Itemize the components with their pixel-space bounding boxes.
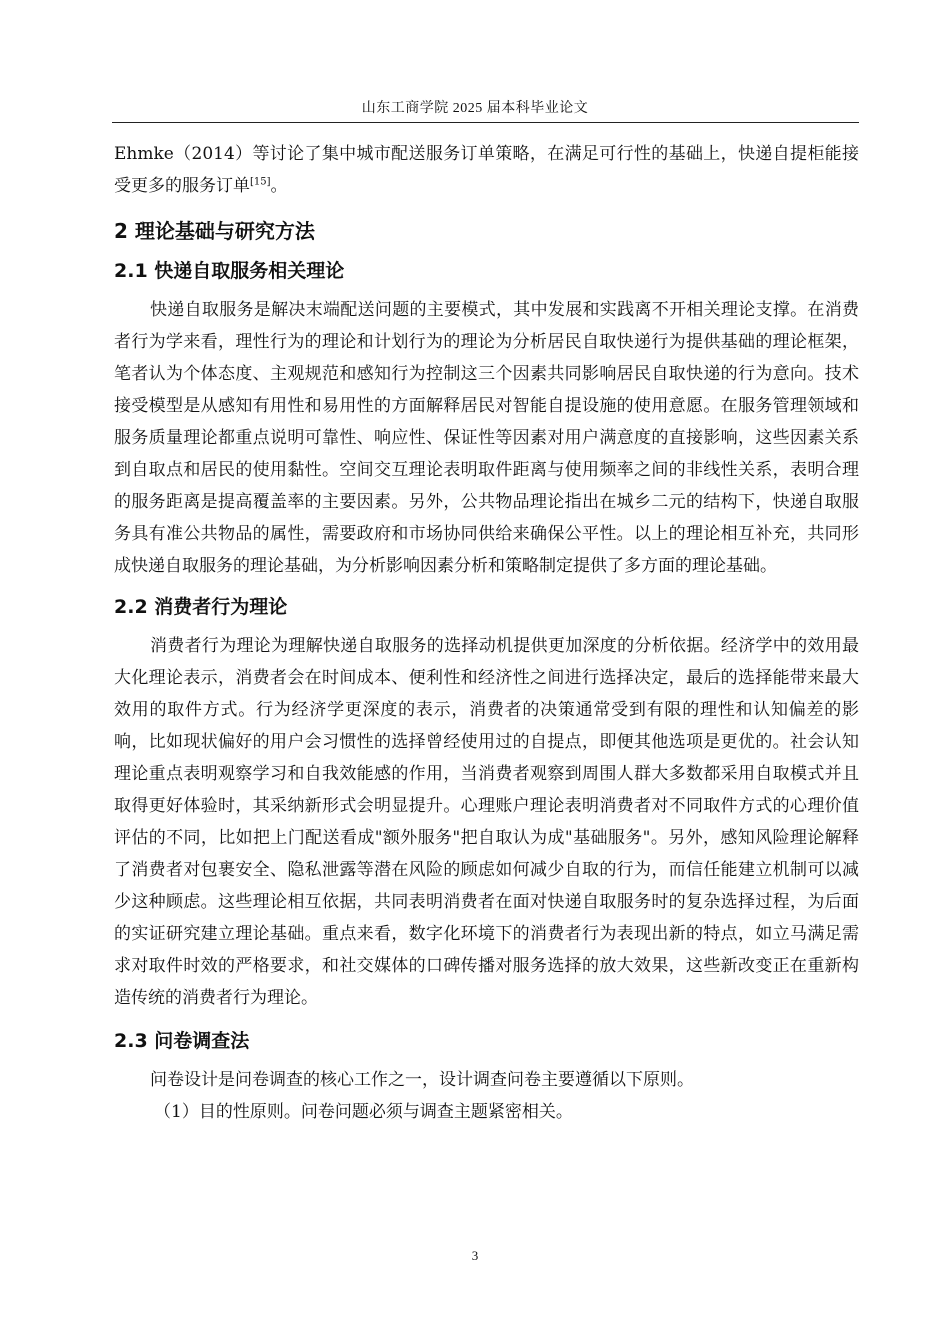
intro-text: Ehmke（2014）等讨论了集中城市配送服务订单策略，在满足可行性的基础上，快递自提柜能接受更多的服务订单 (114, 144, 859, 196)
section-2-3-paragraph-1: 问卷设计是问卷调查的核心工作之一，设计调查问卷主要遵循以下原则。 (150, 1070, 694, 1090)
section-2-1-paragraph: 快递自取服务是解决末端配送问题的主要模式，其中发展和实践离不开相关理论支撑。在消费者行为学来看，理性行为的理论和计划行为的理论为分析居民自取快递行为提供基础的理论框架，笔者认为个体态度、主观规范和感知行为控制这三个因素共同影响居民自取快递的行为意向。技术接受模型是从感知有用性和易用性的方面解释居民对智能自提设施的使用意愿。在服务管理领域和服务质量理论都重点说明可靠性、响应性、保证性等因素对用户满意度的直接影响，这些因素关系到自取点和居民的使用黏性。空间交互理论表明取件距离与使用频率之间的非线性关系，表明合理的服务距离是提高覆盖率的主要因素。另外，公共物品理论指出在城乡二元的结构下，快递自取服务具有准公共物品的属性，需要政府和市场协同供给来确保公平性。以上的理论相互补充，共同形成快递自取服务的理论基础，为分析影响因素分析和策略制定提供了多方面的理论基础。 (114, 300, 859, 576)
section-2-heading: 2 理论基础与研究方法 (114, 219, 315, 243)
citation-marker: [15] (250, 176, 271, 188)
page-number: 3 (471, 1248, 479, 1263)
intro-paragraph (114, 138, 859, 202)
section-2-1-heading: 2.1 快递自取服务相关理论 (114, 260, 345, 282)
section-2-2-paragraph: 消费者行为理论为理解快递自取服务的选择动机提供更加深度的分析依据。经济学中的效用最大化理论表示，消费者会在时间成本、便利性和经济性之间进行选择决定，最后的选择能带来最大效用的取件方式。行为经济学更深度的表示，消费者的决策通常受到有限的理性和认知偏差的影响，比如现状偏好的用户会习惯性的选择曾经使用过的自提点，即便其他选项是更优的。社会认知理论重点表明观察学习和自我效能感的作用，当消费者观察到周围人群大多数都采用自取模式并且取得更好体验时，其采纳新形式会明显提升。心理账户理论表明消费者对不同取件方式的心理价值评估的不同，比如把上门配送看成"额外服务"把自取认为成"基础服务"。另外，感知风险理论解释了消费者对包裹安全、隐私泄露等潜在风险的顾虑如何减少自取的行为，而信任能建立机制可以减少这种顾虑。这些理论相互依据，共同表明消费者在面对快递自取服务时的复杂选择过程，为后面的实证研究建立理论基础。重点来看，数字化环境下的消费者行为表现出新的特点，如立马满足需求对取件时效的严格要求，和社交媒体的口碑传播对服务选择的放大效果，这些新改变正在重新构造传统的消费者行为理论。 (114, 636, 859, 1008)
intro-tail: 。 (270, 176, 288, 196)
section-2-2-heading: 2.2 消费者行为理论 (114, 596, 288, 618)
section-2-3-heading: 2.3 问卷调查法 (114, 1030, 250, 1052)
header-title: 山东工商学院 2025 届本科毕业论文 (361, 101, 589, 116)
section-2-3-paragraph-2: （1）目的性原则。问卷问题必须与调查主题紧密相关。 (154, 1102, 573, 1122)
page-content (114, 138, 859, 1128)
header-divider (112, 122, 859, 123)
